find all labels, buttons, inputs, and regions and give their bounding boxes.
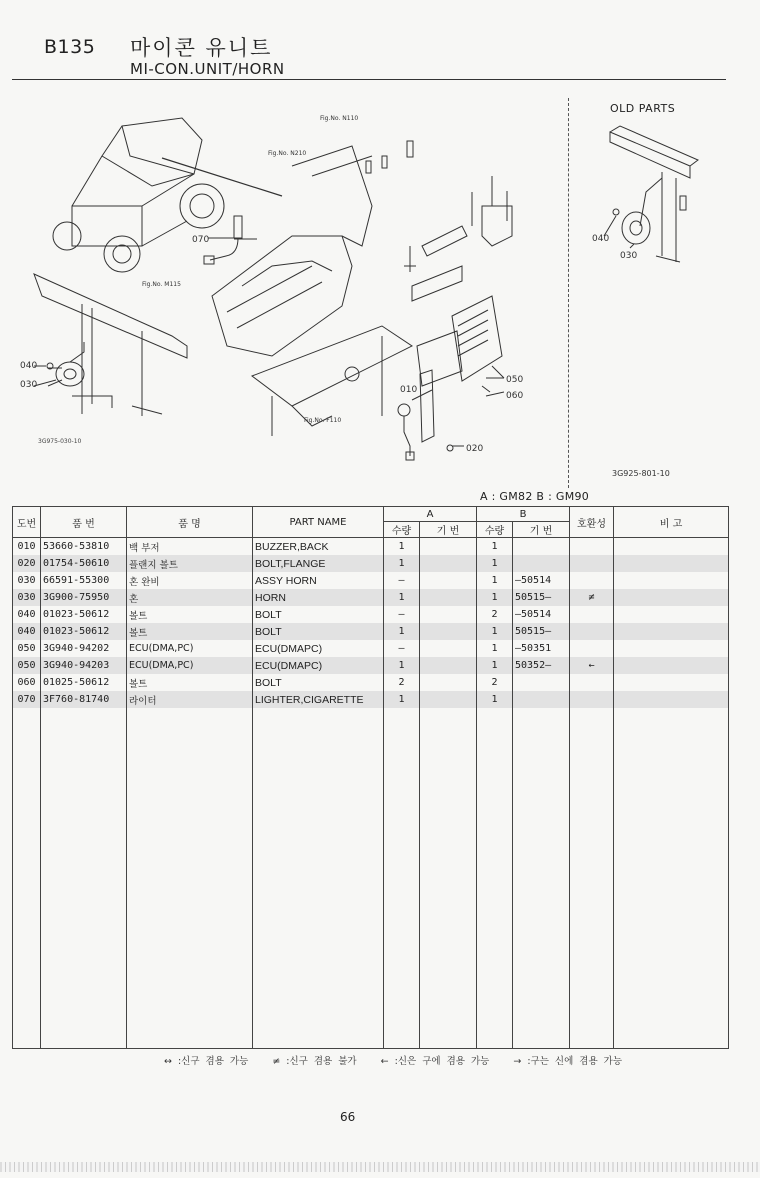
cell-part-name: BOLT,FLANGE <box>253 555 384 572</box>
col-b-qty: 수량 <box>477 522 513 538</box>
header-divider <box>12 79 726 80</box>
title-english: MI-CON.UNIT/HORN <box>130 60 285 78</box>
cell-ref: 030 <box>13 572 41 589</box>
cell-b-qty: 2 <box>477 606 513 623</box>
cell-a-serial <box>420 674 477 691</box>
parts-table <box>12 506 729 1049</box>
cell-part-no: 3G940-94202 <box>41 640 127 657</box>
cell-ref: 050 <box>13 640 41 657</box>
cell-a-serial <box>420 555 477 572</box>
cell-b-qty: 1 <box>477 538 513 556</box>
cell-interchange <box>570 572 614 589</box>
cell-part-name: ASSY HORN <box>253 572 384 589</box>
fig-ref-m115: Fig.No. M115 <box>142 281 181 288</box>
legend-none: ≠ :신구 겸용 불가 <box>272 1056 357 1067</box>
callout-050: 050 <box>506 375 524 385</box>
callout-040: 040 <box>20 361 38 371</box>
table-empty-space <box>13 708 729 1049</box>
cell-name-ko: 혼 <box>127 589 253 606</box>
col-name-ko: 품 명 <box>127 507 253 538</box>
cell-interchange: ← <box>570 657 614 674</box>
cell-interchange <box>570 674 614 691</box>
cell-a-qty: – <box>384 640 420 657</box>
cell-remarks <box>614 623 729 640</box>
cell-b-serial: –50514 <box>513 572 570 589</box>
buzzer-assy <box>398 370 453 460</box>
cell-part-name: BOLT <box>253 674 384 691</box>
legend-both: ↔ :신구 겸용 가능 <box>164 1056 249 1067</box>
cell-a-qty: – <box>384 572 420 589</box>
table-row <box>13 657 729 674</box>
cell-remarks <box>614 657 729 674</box>
cell-interchange <box>570 538 614 556</box>
legend-new-to-old: ← :신은 구에 겸용 가능 <box>380 1056 490 1067</box>
col-interchange: 호환성 <box>570 507 614 538</box>
cell-interchange <box>570 555 614 572</box>
cell-remarks <box>614 572 729 589</box>
cell-a-qty: 1 <box>384 555 420 572</box>
cell-b-qty: 2 <box>477 674 513 691</box>
cell-remarks <box>614 691 729 708</box>
cell-remarks <box>614 589 729 606</box>
cell-name-ko: ECU(DMA,PC) <box>127 657 253 674</box>
cell-remarks <box>614 555 729 572</box>
old-parts-divider <box>568 98 569 488</box>
cell-name-ko: 볼트 <box>127 623 253 640</box>
cell-ref: 050 <box>13 657 41 674</box>
ecu-unit <box>412 266 504 392</box>
cell-part-name: ECU(DMAPC) <box>253 640 384 657</box>
cell-name-ko: 혼 완비 <box>127 572 253 589</box>
cell-part-name: ECU(DMAPC) <box>253 657 384 674</box>
cell-remarks <box>614 538 729 556</box>
cell-b-serial: 50352– <box>513 657 570 674</box>
cell-name-ko: 플랜지 볼트 <box>127 555 253 572</box>
cell-remarks <box>614 674 729 691</box>
col-ref: 도번 <box>13 507 41 538</box>
cell-ref: 060 <box>13 674 41 691</box>
cell-b-qty: 1 <box>477 623 513 640</box>
tractor-illustration <box>53 118 282 272</box>
table-row <box>13 538 729 556</box>
cell-b-serial <box>513 674 570 691</box>
cell-a-qty: 2 <box>384 674 420 691</box>
cell-part-no: 53660-53810 <box>41 538 127 556</box>
cell-ref: 010 <box>13 538 41 556</box>
cell-b-qty: 1 <box>477 640 513 657</box>
col-remarks: 비 고 <box>614 507 729 538</box>
old-callout-030: 030 <box>620 251 638 261</box>
cell-b-serial <box>513 555 570 572</box>
page-number: 66 <box>340 1110 356 1124</box>
cell-interchange <box>570 640 614 657</box>
cell-interchange <box>570 606 614 623</box>
fig-ref-n210: Fig.No. N210 <box>268 150 307 157</box>
cell-part-no: 01754-50610 <box>41 555 127 572</box>
cell-interchange <box>570 623 614 640</box>
console-panel <box>212 146 412 436</box>
cell-a-serial <box>420 640 477 657</box>
cell-b-serial <box>513 691 570 708</box>
table-row <box>13 555 729 572</box>
callout-070: 070 <box>192 235 210 245</box>
cell-ref: 030 <box>13 589 41 606</box>
legend-old-to-new: → :구는 신에 겸용 가능 <box>513 1056 622 1067</box>
cell-a-qty: 1 <box>384 657 420 674</box>
cell-ref: 040 <box>13 606 41 623</box>
cell-b-serial <box>513 538 570 556</box>
parts-diagram <box>12 96 562 476</box>
cell-name-ko: 볼트 <box>127 674 253 691</box>
cell-interchange <box>570 691 614 708</box>
cell-a-qty: 1 <box>384 589 420 606</box>
upper-brackets <box>366 141 512 272</box>
title-korean: 마이콘 유니트 <box>130 36 273 60</box>
table-row <box>13 623 729 640</box>
model-legend: A : GM82 B : GM90 <box>480 490 590 503</box>
cell-name-ko: ECU(DMA,PC) <box>127 640 253 657</box>
table-row <box>13 606 729 623</box>
cell-name-ko: 볼트 <box>127 606 253 623</box>
cell-part-no: 01023-50612 <box>41 606 127 623</box>
lighter-wiring <box>204 216 242 264</box>
horn-bracket <box>34 274 187 416</box>
cell-part-no: 3G940-94203 <box>41 657 127 674</box>
cell-interchange: ≠ <box>570 589 614 606</box>
col-a-qty: 수량 <box>384 522 420 538</box>
cell-a-serial <box>420 657 477 674</box>
cell-a-serial <box>420 623 477 640</box>
cell-b-qty: 1 <box>477 555 513 572</box>
old-parts-diagram <box>580 116 700 276</box>
cell-a-serial <box>420 691 477 708</box>
col-part-name: PART NAME <box>253 507 384 538</box>
col-a-serial: 기 번 <box>420 522 477 538</box>
cell-name-ko: 백 부저 <box>127 538 253 556</box>
cell-a-qty: 1 <box>384 538 420 556</box>
cell-ref: 020 <box>13 555 41 572</box>
cell-b-serial: –50351 <box>513 640 570 657</box>
cell-b-qty: 1 <box>477 657 513 674</box>
cell-b-qty: 1 <box>477 589 513 606</box>
cell-part-no: 3G900-75950 <box>41 589 127 606</box>
diagram-code-right: 3G925-801-10 <box>612 469 670 478</box>
callout-010: 010 <box>400 385 418 395</box>
cell-part-name: LIGHTER,CIGARETTE <box>253 691 384 708</box>
interchange-legend <box>164 1053 640 1067</box>
cell-a-serial <box>420 589 477 606</box>
cell-a-qty: 1 <box>384 691 420 708</box>
cell-part-name: BOLT <box>253 623 384 640</box>
cell-a-qty: – <box>384 606 420 623</box>
table-row <box>13 589 729 606</box>
callout-020: 020 <box>466 444 484 454</box>
cell-a-qty: 1 <box>384 623 420 640</box>
cell-part-name: BUZZER,BACK <box>253 538 384 556</box>
cell-part-name: BOLT <box>253 606 384 623</box>
col-b-serial: 기 번 <box>513 522 570 538</box>
section-code: B135 <box>44 36 96 58</box>
fig-ref-n110: Fig.No. N110 <box>320 115 359 122</box>
old-parts-label: OLD PARTS <box>610 102 676 115</box>
cell-remarks <box>614 640 729 657</box>
cell-b-serial: 50515– <box>513 623 570 640</box>
cell-part-no: 01023-50612 <box>41 623 127 640</box>
cell-ref: 040 <box>13 623 41 640</box>
table-row <box>13 640 729 657</box>
cell-ref: 070 <box>13 691 41 708</box>
cell-a-serial <box>420 606 477 623</box>
col-part-no: 품 번 <box>41 507 127 538</box>
callout-060: 060 <box>506 391 524 401</box>
cell-b-serial: –50514 <box>513 606 570 623</box>
cell-b-qty: 1 <box>477 691 513 708</box>
cell-part-no: 66591-55300 <box>41 572 127 589</box>
cell-b-serial: 50515– <box>513 589 570 606</box>
fig-ref-f110: Fig.No. F110 <box>304 417 342 424</box>
cell-a-serial <box>420 572 477 589</box>
table-row <box>13 674 729 691</box>
cell-a-serial <box>420 538 477 556</box>
scan-edge <box>0 1162 760 1172</box>
cell-part-name: HORN <box>253 589 384 606</box>
cell-part-no: 01025-50612 <box>41 674 127 691</box>
callout-030: 030 <box>20 380 38 390</box>
col-group-a: A <box>384 507 477 522</box>
cell-name-ko: 라이터 <box>127 691 253 708</box>
cell-part-no: 3F760-81740 <box>41 691 127 708</box>
cell-remarks <box>614 606 729 623</box>
table-row <box>13 572 729 589</box>
cell-b-qty: 1 <box>477 572 513 589</box>
diagram-code-left: 3G975-030-10 <box>38 438 82 445</box>
table-row <box>13 691 729 708</box>
col-group-b: B <box>477 507 570 522</box>
old-callout-040: 040 <box>592 234 610 244</box>
